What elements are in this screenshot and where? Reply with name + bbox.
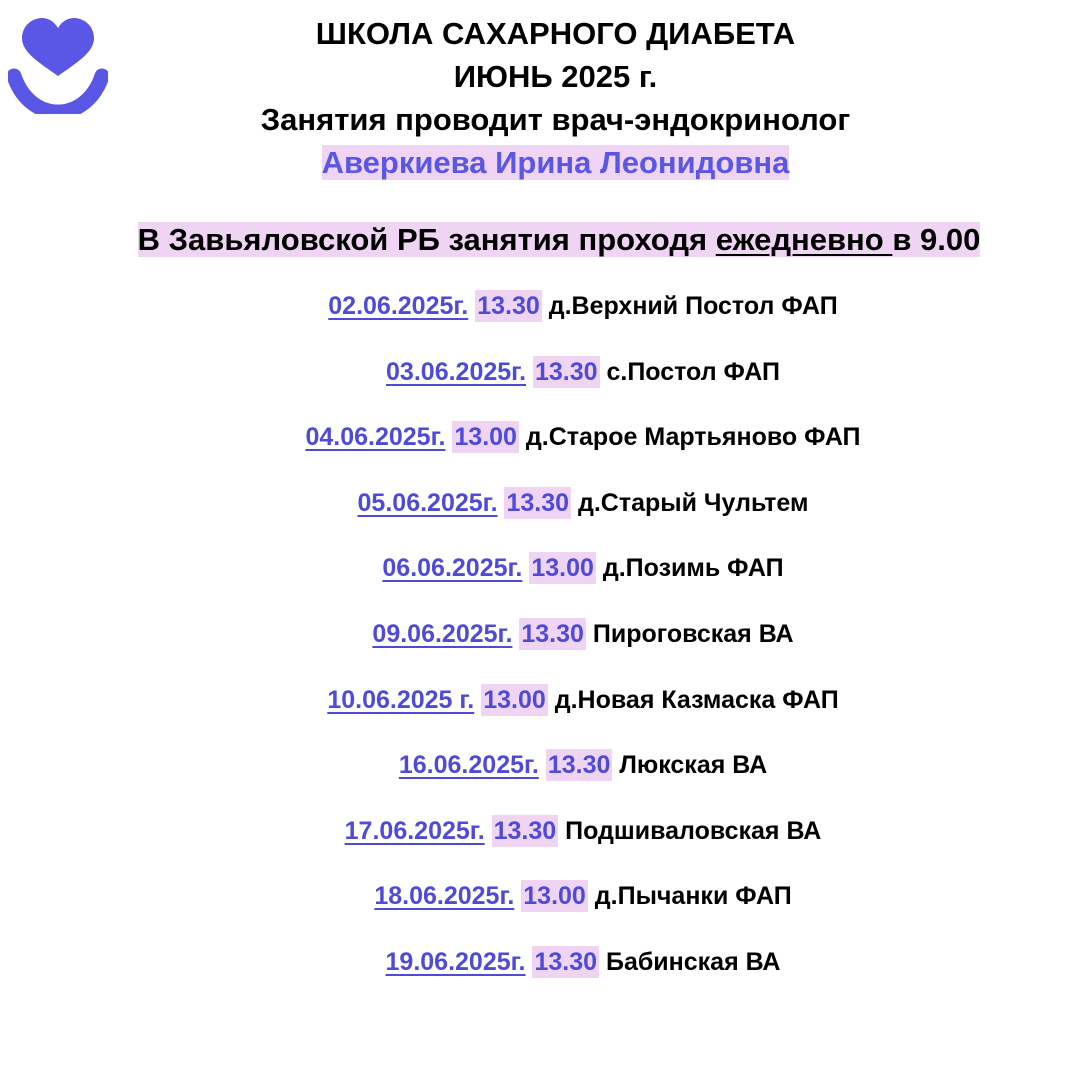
schedule-list	[0, 286, 1080, 1008]
notice-suffix: в 9.00	[892, 222, 981, 257]
schedule-row	[0, 352, 1080, 418]
notice-prefix: В Завьяловской РБ занятия проходя	[137, 222, 716, 257]
schedule-place: с.Постол ФАП	[606, 357, 780, 386]
schedule-place: д.Новая Казмаска ФАП	[554, 685, 839, 714]
schedule-time: 13.00	[454, 423, 517, 452]
schedule-row	[0, 548, 1080, 614]
schedule-place: д.Позимь ФАП	[602, 554, 784, 583]
schedule-date-link[interactable]: 18.06.2025г.	[374, 882, 515, 911]
schedule-place: д.Старое Мартьяново ФАП	[525, 423, 861, 452]
schedule-place: Пироговская ВА	[592, 619, 794, 648]
daily-notice	[0, 218, 1080, 262]
schedule-date-link[interactable]: 02.06.2025г.	[328, 292, 469, 320]
schedule-date-link[interactable]: 09.06.2025г.	[372, 619, 513, 648]
schedule-time: 13.00	[531, 554, 594, 583]
schedule-row	[0, 614, 1080, 680]
schedule-place: д.Верхний Постол ФАП	[548, 292, 838, 320]
schedule-row	[0, 745, 1080, 811]
schedule-place: д.Старый Чультем	[577, 488, 809, 517]
schedule-row	[0, 876, 1080, 942]
schedule-date-link[interactable]: 06.06.2025г.	[382, 554, 523, 583]
schedule-time: 13.30	[521, 619, 584, 648]
schedule-time: 13.00	[523, 882, 586, 911]
schedule-time: 13.30	[534, 947, 598, 976]
subtitle: Занятия проводит врач-эндокринолог	[260, 102, 851, 137]
schedule-time: 13.30	[506, 488, 570, 517]
schedule-row	[0, 483, 1080, 549]
header	[0, 12, 1080, 184]
doctor-name: Аверкиева Ирина Леонидовна	[321, 145, 790, 180]
schedule-row	[0, 942, 1080, 1008]
schedule-time: 13.00	[483, 685, 546, 714]
month-label: ИЮНЬ 2025 г.	[453, 59, 658, 94]
schedule-date-link[interactable]: 19.06.2025г.	[385, 947, 526, 976]
schedule-date-link[interactable]: 17.06.2025г.	[344, 816, 485, 845]
schedule-date-link[interactable]: 04.06.2025г.	[305, 423, 446, 452]
schedule-place: Люкская ВА	[619, 751, 768, 780]
schedule-place: Бабинская ВА	[605, 947, 781, 976]
schedule-time: 13.30	[493, 816, 557, 845]
schedule-place: д.Пычанки ФАП	[594, 882, 792, 911]
notice-emphasis: ежедневно	[715, 222, 893, 257]
page-title: ШКОЛА САХАРНОГО ДИАБЕТА	[315, 16, 796, 51]
schedule-row	[0, 286, 1080, 352]
schedule-time: 13.30	[534, 357, 598, 386]
schedule-date-link[interactable]: 05.06.2025г.	[357, 488, 498, 517]
schedule-time: 13.30	[547, 751, 611, 780]
schedule-row	[0, 680, 1080, 746]
schedule-time: 13.30	[477, 292, 540, 320]
schedule-date-link[interactable]: 16.06.2025г.	[398, 751, 539, 780]
schedule-row	[0, 811, 1080, 877]
schedule-row	[0, 417, 1080, 483]
schedule-date-link[interactable]: 10.06.2025 г.	[327, 685, 475, 714]
schedule-date-link[interactable]: 03.06.2025г.	[386, 357, 527, 386]
schedule-place: Подшиваловская ВА	[565, 816, 822, 845]
notice-highlight	[138, 222, 981, 257]
